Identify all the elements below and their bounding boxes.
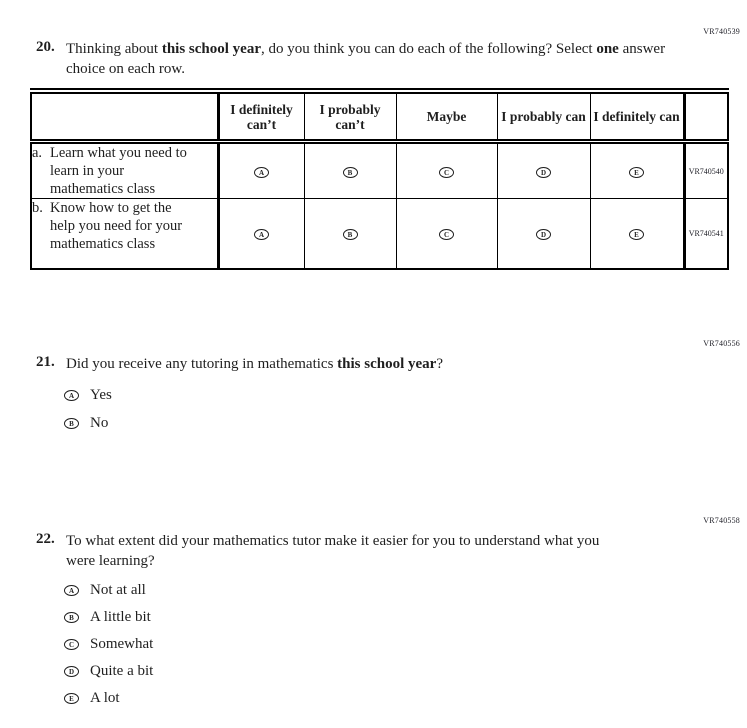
q21-text-bold-school-year: this school year bbox=[337, 356, 437, 372]
row-a-letter: a. bbox=[32, 145, 43, 161]
q20-text-suffix: answer choice on each row. bbox=[66, 41, 666, 77]
row-b-label-cell bbox=[31, 199, 218, 269]
q21-option-yes[interactable] bbox=[64, 381, 112, 409]
header-maybe: Maybe bbox=[396, 91, 497, 142]
row-a-bubble-d[interactable]: D bbox=[536, 167, 551, 178]
q21-bubble-a[interactable]: A bbox=[64, 390, 79, 401]
row-b-option-d-cell bbox=[497, 199, 590, 269]
q21-options bbox=[64, 381, 112, 437]
header-blank bbox=[31, 91, 218, 142]
row-b-label: Know how to get the help you need for your mathematics class bbox=[50, 200, 183, 252]
q21-text bbox=[66, 354, 686, 374]
q22-bubble-b[interactable]: B bbox=[64, 612, 79, 623]
q21-text-suffix: ? bbox=[436, 356, 444, 372]
row-a-label: Learn what you need to learn in your mathematics class bbox=[50, 145, 187, 197]
vr-code-q22: VR740558 bbox=[703, 516, 740, 525]
row-b-bubble-e[interactable]: E bbox=[629, 229, 644, 240]
row-a-option-d-cell bbox=[497, 142, 590, 199]
q20-number: 20. bbox=[36, 39, 55, 55]
row-a-option-e-cell bbox=[590, 142, 684, 199]
row-b-bubble-c[interactable]: C bbox=[439, 229, 454, 240]
row-a-bubble-b[interactable]: B bbox=[343, 167, 358, 178]
q22-number: 22. bbox=[36, 531, 55, 547]
q22-bubble-d[interactable]: D bbox=[64, 666, 79, 677]
q20-text-mid: , do you think you can do each of the following? Select bbox=[261, 41, 597, 57]
table-row bbox=[31, 199, 728, 269]
q22-option-quite-a-bit-label: Quite a bit bbox=[90, 663, 154, 679]
q22-option-somewhat[interactable] bbox=[64, 631, 153, 658]
row-a-option-c-cell bbox=[396, 142, 497, 199]
q22-bubble-a[interactable]: A bbox=[64, 585, 79, 596]
vr-code-q20: VR740539 bbox=[703, 27, 740, 36]
row-a-bubble-c[interactable]: C bbox=[439, 167, 454, 178]
q22-option-a-lot-label: A lot bbox=[90, 690, 120, 706]
row-b-option-c-cell bbox=[396, 199, 497, 269]
row-a-label-cell bbox=[31, 142, 218, 199]
q20-text-bold-school-year: this school year bbox=[161, 41, 261, 57]
header-probably-can: I probably can bbox=[497, 91, 590, 142]
q21-option-no-label: No bbox=[90, 414, 109, 431]
q22-option-a-little-bit-label: A little bit bbox=[90, 609, 151, 625]
row-a-bubble-e[interactable]: E bbox=[629, 167, 644, 178]
q20-text-prefix: Thinking about bbox=[66, 41, 162, 57]
q21-text-prefix: Did you receive any tutoring in mathematics bbox=[66, 356, 338, 372]
q22-bubble-c[interactable]: C bbox=[64, 639, 79, 650]
row-b-bubble-d[interactable]: D bbox=[536, 229, 551, 240]
q21-option-no[interactable] bbox=[64, 409, 112, 437]
q22-option-not-at-all[interactable] bbox=[64, 577, 153, 604]
row-b-letter: b. bbox=[32, 200, 43, 216]
q20-text-bold-one: one bbox=[596, 41, 619, 57]
q22-option-somewhat-label: Somewhat bbox=[90, 636, 154, 652]
q20-answer-matrix bbox=[30, 88, 729, 270]
row-b-bubble-b[interactable]: B bbox=[343, 229, 358, 240]
vr-code-row-a: VR740540 bbox=[684, 142, 728, 199]
table-row bbox=[31, 142, 728, 199]
row-a-option-b-cell bbox=[304, 142, 396, 199]
row-b-option-e-cell bbox=[590, 199, 684, 269]
row-b-bubble-a[interactable]: A bbox=[254, 229, 269, 240]
row-a-option-a-cell bbox=[218, 142, 304, 199]
vr-code-q21: VR740556 bbox=[703, 339, 740, 348]
q22-text: To what extent did your mathematics tutor make it easier for you to understand what you were learning? bbox=[66, 533, 600, 569]
row-b-option-a-cell bbox=[218, 199, 304, 269]
q20-table bbox=[30, 88, 729, 270]
q20-text bbox=[66, 39, 670, 79]
header-definitely-can: I definitely can bbox=[590, 91, 684, 142]
header-definitely-cant: I definitely can’t bbox=[218, 91, 304, 142]
q21-option-yes-label: Yes bbox=[90, 386, 112, 403]
q21-bubble-b[interactable]: B bbox=[64, 418, 79, 429]
q22-bubble-e[interactable]: E bbox=[64, 693, 79, 704]
row-a-bubble-a[interactable]: A bbox=[254, 167, 269, 178]
q22-option-not-at-all-label: Not at all bbox=[90, 582, 146, 598]
header-probably-cant: I probably can’t bbox=[304, 91, 396, 142]
q22-option-quite-a-bit[interactable] bbox=[64, 658, 153, 685]
q21-number: 21. bbox=[36, 354, 55, 370]
q22-option-a-lot[interactable] bbox=[64, 685, 153, 712]
header-vr-blank bbox=[684, 91, 728, 142]
table-header-row bbox=[31, 91, 728, 142]
vr-code-row-b: VR740541 bbox=[684, 199, 728, 269]
q22-option-a-little-bit[interactable] bbox=[64, 604, 153, 631]
row-b-option-b-cell bbox=[304, 199, 396, 269]
q22-options bbox=[64, 577, 153, 712]
